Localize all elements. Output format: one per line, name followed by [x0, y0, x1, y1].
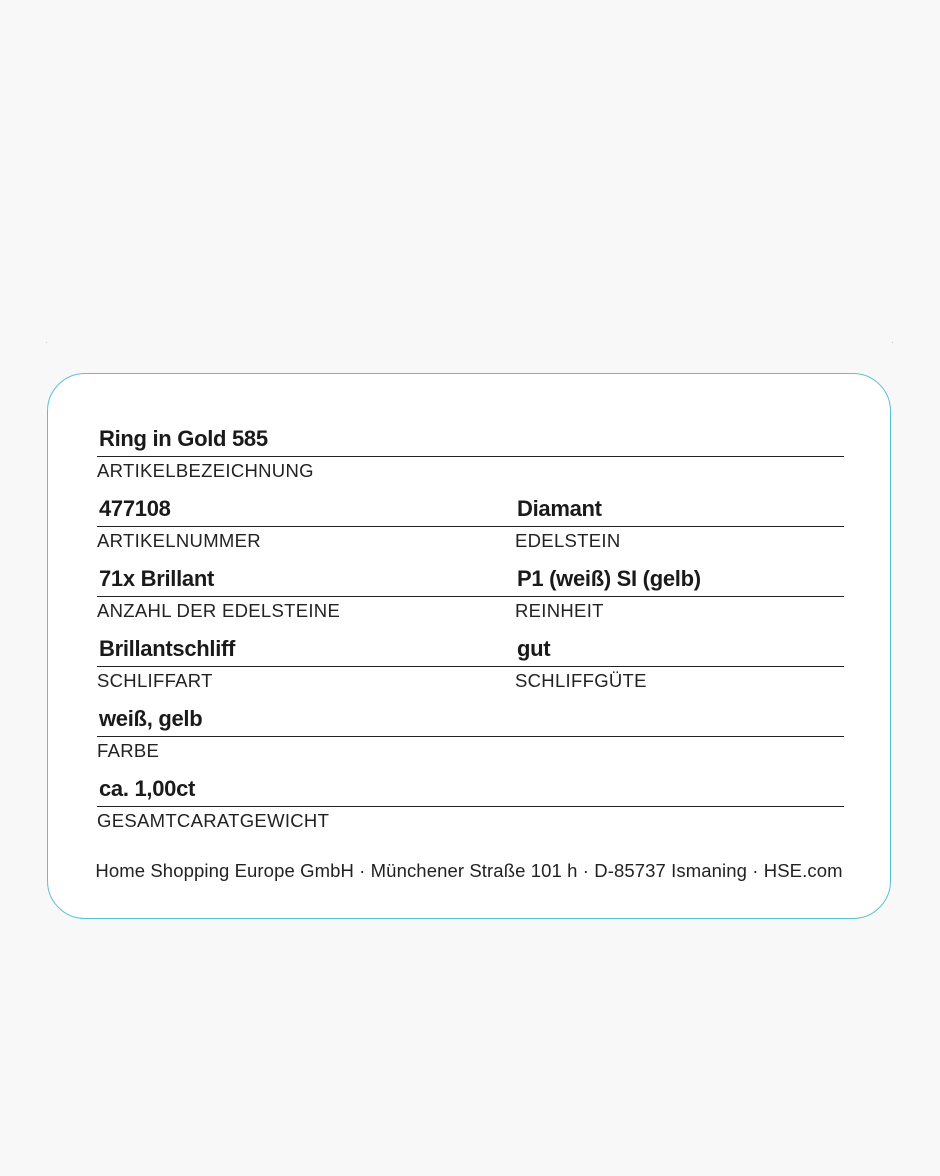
field-gemstone-count	[97, 566, 515, 626]
crop-mark-right	[892, 342, 893, 343]
clarity-label: REINHEIT	[515, 600, 604, 621]
field-gemstone	[515, 496, 844, 556]
article-name-value: Ring in Gold 585	[99, 426, 268, 451]
divider-line	[97, 596, 515, 597]
field-article-number	[97, 496, 515, 556]
gemstone-count-value: 71x Brillant	[99, 566, 215, 591]
divider-line	[97, 666, 515, 667]
cut-quality-value: gut	[517, 636, 551, 661]
cut-type-value: Brillantschliff	[99, 636, 236, 661]
clarity-value: P1 (weiß) SI (gelb)	[517, 566, 701, 591]
divider-line	[97, 736, 844, 737]
divider-line	[515, 596, 844, 597]
company-address-footer: Home Shopping Europe GmbH · Münchener Straße 101 h · D-85737 Ismaning · HSE.com	[95, 860, 843, 881]
crop-mark-left	[46, 342, 47, 343]
field-total-carat	[97, 776, 844, 836]
field-color	[97, 706, 844, 766]
gemstone-label: EDELSTEIN	[515, 530, 621, 551]
total-carat-value: ca. 1,00ct	[99, 776, 196, 801]
color-value: weiß, gelb	[99, 706, 203, 731]
article-number-label: ARTIKELNUMMER	[97, 530, 261, 551]
color-label: FARBE	[97, 740, 160, 761]
field-cut-type	[97, 636, 515, 696]
field-article-name	[97, 426, 844, 486]
gemstone-count-label: ANZAHL DER EDELSTEINE	[97, 600, 341, 621]
cut-type-label: SCHLIFFART	[97, 670, 213, 691]
total-carat-label: GESAMTCARATGEWICHT	[97, 810, 330, 831]
divider-line	[97, 456, 844, 457]
divider-line	[515, 666, 844, 667]
product-info-card	[47, 373, 891, 919]
article-number-value: 477108	[99, 496, 171, 521]
article-name-label: ARTIKELBEZEICHNUNG	[97, 460, 314, 481]
divider-line	[97, 526, 515, 527]
divider-line	[515, 526, 844, 527]
divider-line	[97, 806, 844, 807]
field-cut-quality	[515, 636, 844, 696]
field-clarity	[515, 566, 844, 626]
cut-quality-label: SCHLIFFGÜTE	[515, 670, 647, 691]
gemstone-value: Diamant	[517, 496, 602, 521]
